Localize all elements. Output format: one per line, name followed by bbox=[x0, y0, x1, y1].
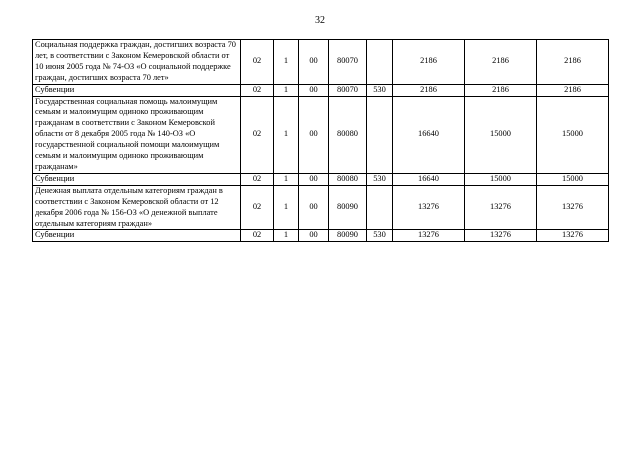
table-row bbox=[33, 84, 609, 96]
code-cell bbox=[367, 96, 393, 173]
code-cell: 02 bbox=[241, 230, 274, 242]
item-name: Субвенции bbox=[33, 84, 241, 96]
code-cell: 80070 bbox=[329, 40, 367, 85]
amount-cell: 13276 bbox=[465, 230, 537, 242]
table-row bbox=[33, 96, 609, 173]
code-cell: 02 bbox=[241, 40, 274, 85]
code-cell: 530 bbox=[367, 84, 393, 96]
amount-cell: 2186 bbox=[537, 40, 609, 85]
table-row bbox=[33, 185, 609, 230]
code-cell: 00 bbox=[299, 84, 329, 96]
table-row bbox=[33, 173, 609, 185]
item-name: Субвенции bbox=[33, 173, 241, 185]
code-cell: 02 bbox=[241, 173, 274, 185]
item-name: Социальная поддержка граждан, достигших возраста 70 лет, в соответствии с Законом Кемеровской области от 10 июня 2005 года № 74-ОЗ «О социальной поддержке граждан, достигших возраста 70 лет» bbox=[33, 40, 241, 85]
budget-table bbox=[32, 39, 609, 242]
amount-cell: 13276 bbox=[465, 185, 537, 230]
code-cell: 80090 bbox=[329, 230, 367, 242]
amount-cell: 13276 bbox=[537, 185, 609, 230]
code-cell: 530 bbox=[367, 173, 393, 185]
amount-cell: 15000 bbox=[537, 96, 609, 173]
code-cell: 02 bbox=[241, 84, 274, 96]
amount-cell: 15000 bbox=[537, 173, 609, 185]
code-cell bbox=[367, 40, 393, 85]
code-cell: 1 bbox=[274, 84, 299, 96]
amount-cell: 15000 bbox=[465, 96, 537, 173]
amount-cell: 2186 bbox=[393, 40, 465, 85]
item-name: Субвенции bbox=[33, 230, 241, 242]
code-cell: 00 bbox=[299, 185, 329, 230]
table-row bbox=[33, 40, 609, 85]
amount-cell: 15000 bbox=[465, 173, 537, 185]
amount-cell: 2186 bbox=[465, 84, 537, 96]
code-cell: 00 bbox=[299, 230, 329, 242]
code-cell: 1 bbox=[274, 96, 299, 173]
code-cell: 80080 bbox=[329, 96, 367, 173]
code-cell: 00 bbox=[299, 96, 329, 173]
amount-cell: 13276 bbox=[393, 185, 465, 230]
amount-cell: 13276 bbox=[537, 230, 609, 242]
item-name: Государственная социальная помощь малоимущим семьям и малоимущим одиноко проживающим гражданам в соответствии с Законом Кемеровской области от 8 декабря 2005 года № 140-ОЗ «О государственной социальной помощи малоимущим семьям и малоимущим одиноко проживающим гражданам» bbox=[33, 96, 241, 173]
code-cell: 02 bbox=[241, 96, 274, 173]
code-cell: 1 bbox=[274, 40, 299, 85]
code-cell: 80090 bbox=[329, 185, 367, 230]
amount-cell: 13276 bbox=[393, 230, 465, 242]
code-cell: 80070 bbox=[329, 84, 367, 96]
code-cell: 1 bbox=[274, 185, 299, 230]
item-name: Денежная выплата отдельным категориям граждан в соответствии с Законом Кемеровской области от 12 декабря 2006 года № 156-ОЗ «О денежной выплате отдельным категориям граждан» bbox=[33, 185, 241, 230]
code-cell: 530 bbox=[367, 230, 393, 242]
code-cell: 02 bbox=[241, 185, 274, 230]
page-number: 32 bbox=[315, 15, 325, 26]
table-row bbox=[33, 230, 609, 242]
code-cell: 1 bbox=[274, 173, 299, 185]
amount-cell: 2186 bbox=[537, 84, 609, 96]
amount-cell: 16640 bbox=[393, 173, 465, 185]
code-cell bbox=[367, 185, 393, 230]
code-cell: 1 bbox=[274, 230, 299, 242]
amount-cell: 16640 bbox=[393, 96, 465, 173]
amount-cell: 2186 bbox=[465, 40, 537, 85]
code-cell: 80080 bbox=[329, 173, 367, 185]
code-cell: 00 bbox=[299, 40, 329, 85]
amount-cell: 2186 bbox=[393, 84, 465, 96]
code-cell: 00 bbox=[299, 173, 329, 185]
